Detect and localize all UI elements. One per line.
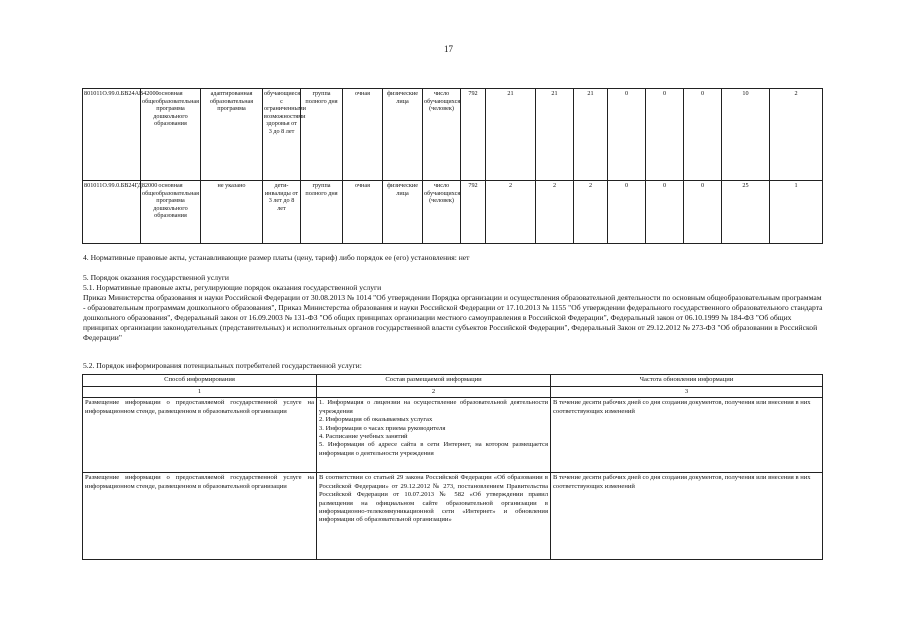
table-cell: 21 (486, 89, 536, 181)
table-cell: не указано (201, 181, 263, 244)
section-4-text: 4. Нормативные правовые акты, устанавливающие размер платы (цену, тариф) либо порядок ее (его) установления: нет (83, 253, 470, 262)
table-cell: 0 (684, 89, 722, 181)
frequency-cell: В течение десяти рабочих дней со дня создания документов, получения или внесения в них соответствующих изменений (551, 398, 823, 473)
method-cell: Размещение информации о предоставляемой государственной услуге на информационном стенде, размещенном в образовательной организации (83, 398, 317, 473)
table-cell: 792 (461, 89, 486, 181)
content-item: 3. Информация о часах приема руководителя (319, 424, 446, 432)
table-cell: 801011О.99.0.БВ24АВ42000 (83, 89, 141, 181)
table-cell: адаптированная образовательная программа (201, 89, 263, 181)
table-cell: 1 (770, 181, 823, 244)
table-cell: физические лица (383, 181, 423, 244)
column-number: 3 (551, 387, 823, 398)
table-cell: физические лица (383, 89, 423, 181)
table-cell: очная (343, 89, 383, 181)
column-header: Частота обновления информации (551, 375, 823, 387)
table-cell: 10 (722, 89, 770, 181)
table-cell: 2 (536, 181, 574, 244)
content-item: 1. Информация о лицензии на осуществление образовательной деятельности учреждения (319, 399, 548, 415)
table-row (83, 181, 823, 244)
method-cell: Размещение информации о предоставляемой государственной услуге на информационном стенде, размещенном в образовательной организации (83, 473, 317, 560)
table-cell: 792 (461, 181, 486, 244)
content-item: 5. Информация об адресе сайта в сети Интернет, на котором размещается информация о деятельности учреждения (319, 441, 548, 457)
table-cell: 2 (574, 181, 608, 244)
information-table (82, 374, 823, 560)
content-cell: В соответствии со статьей 29 закона Российской Федерации «Об образовании в Российской Федерации» от 29.12.2012 № 273, постановлением Правительства Российской Федерации от 10.07.2013 № 582 «Об утверждении правил размещения на официальном сайте образовательной организации в информационно-телекоммуникационной сети «Интернет» и обновления информации об образовательной организации» (317, 473, 551, 560)
table-cell: 25 (722, 181, 770, 244)
table-cell: 0 (646, 89, 684, 181)
table-cell: 0 (646, 181, 684, 244)
table-cell: основная общеобразовательная программа дошкольного образования (141, 89, 201, 181)
section-5-title: 5. Порядок оказания государственной услуги (83, 273, 229, 282)
content-cell (317, 398, 551, 473)
table-row (83, 473, 823, 560)
table-cell: 0 (684, 181, 722, 244)
table-cell: основная общеобразовательная программа дошкольного образования (141, 181, 201, 244)
section-5-1-title: 5.1. Нормативные правовые акты, регулирующие порядок оказания государственной услуги (83, 283, 382, 292)
frequency-cell: В течение десяти рабочих дней со дня создания документов, получения или внесения в них соответствующих изменений (551, 473, 823, 560)
table-number-row (83, 387, 823, 398)
content-item: 2. Информация об оказываемых услугах (319, 416, 433, 424)
section-5-2-title: 5.2. Порядок информирования потенциальных потребителей государственной услуги: (83, 361, 362, 370)
table-row (83, 398, 823, 473)
table-header-row (83, 375, 823, 387)
table-cell: обучающиеся с ограниченными возможностями здоровья от 3 до 8 лет (263, 89, 301, 181)
section-5 (83, 273, 823, 343)
table-cell: 21 (574, 89, 608, 181)
table-cell: группа полного дня (301, 181, 343, 244)
table-row (83, 89, 823, 181)
table-cell: 801011О.99.0.БВ24ГД82000 (83, 181, 141, 244)
table-cell: очная (343, 181, 383, 244)
column-header: Состав размещаемой информации (317, 375, 551, 387)
table-cell: группа полного дня (301, 89, 343, 181)
column-number: 2 (317, 387, 551, 398)
table-cell: 2 (770, 89, 823, 181)
table-cell: число обучающихся (человек) (423, 181, 461, 244)
column-header: Способ информирования (83, 375, 317, 387)
content-item: 4. Расписание учебных занятий (319, 433, 408, 441)
column-number: 1 (83, 387, 317, 398)
page-number: 17 (444, 44, 453, 54)
indicator-table (82, 88, 823, 244)
section-5-1-text: Приказ Министерства образования и науки Российской Федерации от 30.08.2013 № 1014 "Об утверждении Порядка организации и осуществления образовательной деятельности по основным общеобразовательным программам - образовательным программам дошкольного образования", Приказ Министерства образования и науки Российской Федерации от 17.10.2013 № 1155 "Об утверждении федерального государственного образовательного стандарта дошкольного образования", Федеральный закон от 16.09.2003 № 131-ФЗ "Об общих принципах организации местного самоуправления в Российской Федерации", Федеральный закон от 06.10.1999 № 184-ФЗ "Об общих принципах организации законодательных (представительных) и исполнительных органов государственной власти субъектов Российской Федерации", Федеральный Закон от 29.12.2012 № 273-ФЗ "Об образовании в Российской Федерации" (83, 293, 823, 342)
table-cell: 21 (536, 89, 574, 181)
table-cell: 2 (486, 181, 536, 244)
table-cell: 0 (608, 181, 646, 244)
table-cell: дети-инвалиды от 3 лет до 8 лет (263, 181, 301, 244)
table-cell: 0 (608, 89, 646, 181)
table-cell: число обучающихся (человек) (423, 89, 461, 181)
